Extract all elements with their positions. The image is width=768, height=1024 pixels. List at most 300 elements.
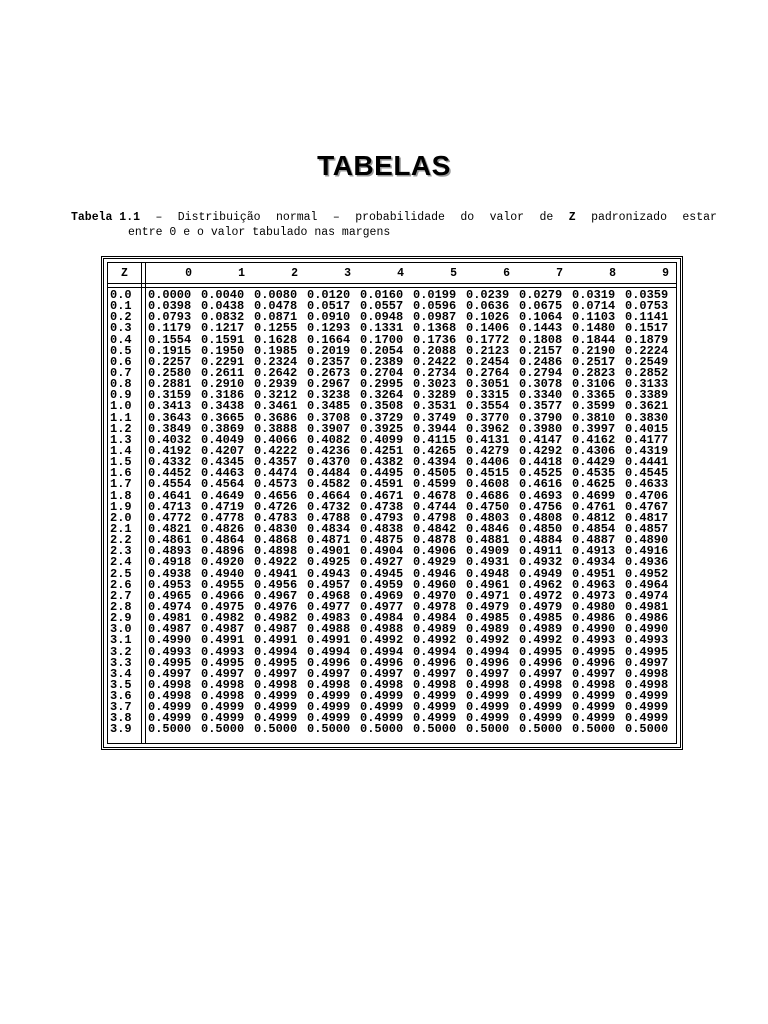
probability-cell: 0.4982 — [254, 611, 298, 626]
probability-cell: 0.0319 — [572, 288, 616, 302]
probability-cell: 0.4484 — [307, 466, 351, 481]
z-value-cell: 0.3 — [110, 321, 132, 336]
probability-cell: 0.4992 — [466, 633, 510, 648]
z-value-cell: 2.3 — [110, 544, 132, 559]
probability-cell: 0.2291 — [201, 354, 245, 369]
probability-cell: 0.4998 — [625, 666, 669, 681]
probability-cell: 0.4817 — [625, 510, 669, 525]
probability-cell: 0.4918 — [148, 555, 192, 570]
probability-cell: 0.4991 — [307, 633, 351, 648]
probability-cell: 0.1331 — [360, 321, 404, 336]
probability-cell: 0.4049 — [201, 432, 245, 447]
probability-cell: 0.4999 — [307, 711, 351, 726]
probability-cell: 0.5000 — [466, 722, 510, 737]
table-caption — [71, 210, 717, 240]
probability-cell: 0.4996 — [466, 655, 510, 670]
probability-cell: 0.4706 — [625, 488, 669, 503]
probability-cell: 0.3159 — [148, 388, 192, 403]
caption-word: probabilidade — [355, 211, 445, 224]
probability-cell: 0.4783 — [254, 510, 298, 525]
probability-cell: 0.3849 — [148, 421, 192, 436]
probability-cell: 0.4656 — [254, 488, 298, 503]
probability-cell: 0.2454 — [466, 354, 510, 369]
probability-cell: 0.3790 — [519, 410, 563, 425]
probability-cell: 0.4406 — [466, 455, 510, 470]
probability-cell: 0.4973 — [572, 588, 616, 603]
probability-cell: 0.4878 — [413, 533, 457, 548]
probability-cell: 0.0948 — [360, 310, 404, 325]
z-value-cell: 3.2 — [110, 644, 132, 659]
probability-cell: 0.4999 — [201, 711, 245, 726]
probability-cell: 0.5000 — [148, 722, 192, 737]
probability-cell: 0.3830 — [625, 410, 669, 425]
probability-cell: 0.4955 — [201, 577, 245, 592]
probability-cell: 0.3907 — [307, 421, 351, 436]
probability-cell: 0.2852 — [625, 365, 669, 380]
probability-cell: 0.1700 — [360, 332, 404, 347]
probability-cell: 0.1985 — [254, 343, 298, 358]
probability-cell: 0.4999 — [466, 700, 510, 715]
probability-cell: 0.4332 — [148, 455, 192, 470]
probability-cell: 0.3729 — [360, 410, 404, 425]
probability-cell: 0.4292 — [519, 443, 563, 458]
probability-cell: 0.0199 — [413, 288, 457, 302]
probability-cell: 0.4345 — [201, 455, 245, 470]
probability-cell: 0.2881 — [148, 377, 192, 392]
probability-cell: 0.4993 — [148, 644, 192, 659]
z-value-cell: 2.4 — [110, 555, 132, 570]
probability-cell: 0.3962 — [466, 421, 510, 436]
probability-cell: 0.4995 — [572, 644, 616, 659]
probability-cell: 0.4974 — [625, 588, 669, 603]
probability-cell: 0.4418 — [519, 455, 563, 470]
probability-cell: 0.4986 — [572, 611, 616, 626]
z-value-cell: 2.8 — [110, 599, 132, 614]
probability-cell: 0.0871 — [254, 310, 298, 325]
probability-cell: 0.0832 — [201, 310, 245, 325]
probability-cell: 0.4834 — [307, 521, 351, 536]
probability-cell: 0.4925 — [307, 555, 351, 570]
z-value-cell: 1.5 — [110, 455, 132, 470]
probability-cell: 0.2611 — [201, 365, 245, 380]
probability-cell: 0.4599 — [413, 477, 457, 492]
probability-cell: 0.4032 — [148, 432, 192, 447]
probability-cell: 0.4812 — [572, 510, 616, 525]
probability-cell: 0.1808 — [519, 332, 563, 347]
probability-cell: 0.4977 — [307, 599, 351, 614]
probability-cell: 0.0636 — [466, 299, 510, 314]
probability-cell: 0.4990 — [572, 622, 616, 637]
probability-cell: 0.4893 — [148, 544, 192, 559]
probability-cell: 0.4998 — [307, 677, 351, 692]
probability-cell: 0.3508 — [360, 399, 404, 414]
probability-cell: 0.2123 — [466, 343, 510, 358]
z-value-cell: 2.7 — [110, 588, 132, 603]
probability-cell: 0.4429 — [572, 455, 616, 470]
probability-cell: 0.4671 — [360, 488, 404, 503]
probability-cell: 0.4999 — [254, 700, 298, 715]
probability-cell: 0.4956 — [254, 577, 298, 592]
probability-cell: 0.4972 — [519, 588, 563, 603]
column-header: 7 — [556, 267, 563, 280]
probability-cell: 0.3389 — [625, 388, 669, 403]
probability-cell: 0.4719 — [201, 499, 245, 514]
probability-cell: 0.4987 — [254, 622, 298, 637]
probability-cell: 0.4941 — [254, 566, 298, 581]
probability-cell: 0.3925 — [360, 421, 404, 436]
probability-cell: 0.4978 — [413, 599, 457, 614]
probability-cell: 0.4983 — [307, 611, 351, 626]
probability-cell: 0.4798 — [413, 510, 457, 525]
probability-cell: 0.4980 — [572, 599, 616, 614]
probability-cell: 0.1026 — [466, 310, 510, 325]
probability-cell: 0.4913 — [572, 544, 616, 559]
z-value-cell: 1.7 — [110, 477, 132, 492]
probability-cell: 0.4998 — [466, 677, 510, 692]
probability-cell: 0.3461 — [254, 399, 298, 414]
probability-cell: 0.3078 — [519, 377, 563, 392]
probability-cell: 0.2357 — [307, 354, 351, 369]
probability-cell: 0.2995 — [360, 377, 404, 392]
probability-cell: 0.1103 — [572, 310, 616, 325]
probability-cell: 0.4099 — [360, 432, 404, 447]
probability-cell: 0.4994 — [360, 644, 404, 659]
z-value-cell: 1.0 — [110, 399, 132, 414]
probability-cell: 0.4997 — [307, 666, 351, 681]
probability-cell: 0.4664 — [307, 488, 351, 503]
probability-cell: 0.4999 — [360, 689, 404, 704]
probability-cell: 0.4772 — [148, 510, 192, 525]
probability-cell: 0.0120 — [307, 288, 351, 302]
z-value-cell: 0.8 — [110, 377, 132, 392]
probability-cell: 0.3686 — [254, 410, 298, 425]
probability-cell: 0.0279 — [519, 288, 563, 302]
probability-cell: 0.4875 — [360, 533, 404, 548]
probability-cell: 0.4974 — [148, 599, 192, 614]
probability-cell: 0.4998 — [413, 677, 457, 692]
probability-cell: 0.5000 — [201, 722, 245, 737]
probability-cell: 0.4115 — [413, 432, 457, 447]
probability-cell: 0.0239 — [466, 288, 510, 302]
probability-cell: 0.4970 — [413, 588, 457, 603]
probability-cell: 0.4726 — [254, 499, 298, 514]
caption-word: normal — [276, 211, 318, 224]
z-value-cell: 3.1 — [110, 633, 132, 648]
probability-cell: 0.4808 — [519, 510, 563, 525]
probability-cell: 0.3749 — [413, 410, 457, 425]
probability-cell: 0.4616 — [519, 477, 563, 492]
z-value-cell: 2.5 — [110, 566, 132, 581]
probability-cell: 0.4732 — [307, 499, 351, 514]
probability-cell: 0.0793 — [148, 310, 192, 325]
probability-cell: 0.4994 — [466, 644, 510, 659]
probability-cell: 0.4082 — [307, 432, 351, 447]
probability-cell: 0.2157 — [519, 343, 563, 358]
probability-cell: 0.4896 — [201, 544, 245, 559]
probability-cell: 0.4949 — [519, 566, 563, 581]
probability-cell: 0.4964 — [625, 577, 669, 592]
probability-cell: 0.4147 — [519, 432, 563, 447]
probability-cell: 0.4996 — [572, 655, 616, 670]
z-value-cell: 0.4 — [110, 332, 132, 347]
caption-word: Distribuição — [177, 211, 261, 224]
caption-line-1 — [71, 210, 717, 225]
z-value-cell: 3.5 — [110, 677, 132, 692]
probability-cell: 0.4846 — [466, 521, 510, 536]
probability-cell: 0.4750 — [466, 499, 510, 514]
column-header: 4 — [397, 267, 404, 280]
probability-cell: 0.4821 — [148, 521, 192, 536]
probability-cell: 0.0987 — [413, 310, 457, 325]
probability-cell: 0.4857 — [625, 521, 669, 536]
probability-cell: 0.4898 — [254, 544, 298, 559]
probability-cell: 0.4854 — [572, 521, 616, 536]
probability-cell: 0.4868 — [254, 533, 298, 548]
probability-cell: 0.4989 — [466, 622, 510, 637]
probability-cell: 0.4996 — [519, 655, 563, 670]
probability-cell: 0.4525 — [519, 466, 563, 481]
probability-cell: 0.3997 — [572, 421, 616, 436]
probability-cell: 0.4997 — [625, 655, 669, 670]
probability-cell: 0.1141 — [625, 310, 669, 325]
probability-cell: 0.4830 — [254, 521, 298, 536]
probability-cell: 0.4641 — [148, 488, 192, 503]
probability-cell: 0.4887 — [572, 533, 616, 548]
probability-cell: 0.4987 — [201, 622, 245, 637]
probability-cell: 0.1879 — [625, 332, 669, 347]
probability-cell: 0.4959 — [360, 577, 404, 592]
probability-cell: 0.4582 — [307, 477, 351, 492]
probability-cell: 0.4998 — [254, 677, 298, 692]
probability-cell: 0.4788 — [307, 510, 351, 525]
table-row — [108, 724, 676, 735]
probability-cell: 0.4999 — [519, 711, 563, 726]
probability-cell: 0.4981 — [148, 611, 192, 626]
probability-cell: 0.4948 — [466, 566, 510, 581]
probability-cell: 0.4998 — [201, 677, 245, 692]
probability-cell: 0.4864 — [201, 533, 245, 548]
probability-cell: 0.1915 — [148, 343, 192, 358]
probability-cell: 0.4975 — [201, 599, 245, 614]
probability-cell: 0.4929 — [413, 555, 457, 570]
probability-cell: 0.2642 — [254, 365, 298, 380]
probability-cell: 0.1554 — [148, 332, 192, 347]
probability-cell: 0.4998 — [148, 677, 192, 692]
probability-cell: 0.2224 — [625, 343, 669, 358]
probability-cell: 0.4251 — [360, 443, 404, 458]
probability-cell: 0.4996 — [307, 655, 351, 670]
probability-cell: 0.4357 — [254, 455, 298, 470]
probability-cell: 0.4909 — [466, 544, 510, 559]
probability-cell: 0.4996 — [413, 655, 457, 670]
probability-cell: 0.4236 — [307, 443, 351, 458]
z-value-cell: 3.0 — [110, 622, 132, 637]
probability-cell: 0.3264 — [360, 388, 404, 403]
probability-cell: 0.4998 — [148, 689, 192, 704]
probability-cell: 0.4994 — [307, 644, 351, 659]
probability-cell: 0.4999 — [413, 700, 457, 715]
probability-cell: 0.4222 — [254, 443, 298, 458]
probability-cell: 0.4999 — [466, 689, 510, 704]
probability-cell: 0.2764 — [466, 365, 510, 380]
probability-cell: 0.4545 — [625, 466, 669, 481]
probability-cell: 0.4977 — [360, 599, 404, 614]
probability-cell: 0.4066 — [254, 432, 298, 447]
probability-cell: 0.3621 — [625, 399, 669, 414]
z-value-cell: 1.9 — [110, 499, 132, 514]
probability-cell: 0.3315 — [466, 388, 510, 403]
probability-cell: 0.1217 — [201, 321, 245, 336]
z-value-cell: 1.1 — [110, 410, 132, 425]
z-value-cell: 1.6 — [110, 466, 132, 481]
probability-cell: 0.4976 — [254, 599, 298, 614]
probability-cell: 0.4963 — [572, 577, 616, 592]
z-value-cell: 3.7 — [110, 700, 132, 715]
probability-cell: 0.4989 — [519, 622, 563, 637]
probability-cell: 0.4495 — [360, 466, 404, 481]
probability-cell: 0.4319 — [625, 443, 669, 458]
probability-cell: 0.4998 — [625, 677, 669, 692]
z-value-cell: 2.2 — [110, 533, 132, 548]
probability-cell: 0.4997 — [572, 666, 616, 681]
probability-cell: 0.4686 — [466, 488, 510, 503]
probability-cell: 0.4952 — [625, 566, 669, 581]
probability-cell: 0.1591 — [201, 332, 245, 347]
probability-cell: 0.4999 — [254, 711, 298, 726]
probability-cell: 0.4265 — [413, 443, 457, 458]
caption-word: – — [332, 211, 340, 224]
probability-cell: 0.4441 — [625, 455, 669, 470]
probability-cell: 0.4965 — [148, 588, 192, 603]
probability-cell: 0.3238 — [307, 388, 351, 403]
probability-cell: 0.3413 — [148, 399, 192, 414]
probability-cell: 0.3643 — [148, 410, 192, 425]
probability-cell: 0.4842 — [413, 521, 457, 536]
probability-cell: 0.4992 — [360, 633, 404, 648]
probability-cell: 0.2967 — [307, 377, 351, 392]
probability-cell: 0.4969 — [360, 588, 404, 603]
z-value-cell: 2.1 — [110, 521, 132, 536]
probability-cell: 0.4995 — [201, 655, 245, 670]
probability-cell: 0.4999 — [413, 689, 457, 704]
probability-cell: 0.4999 — [466, 711, 510, 726]
probability-cell: 0.4901 — [307, 544, 351, 559]
probability-cell: 0.4761 — [572, 499, 616, 514]
probability-cell: 0.2324 — [254, 354, 298, 369]
probability-cell: 0.4306 — [572, 443, 616, 458]
z-value-cell: 3.9 — [110, 722, 132, 737]
probability-cell: 0.4996 — [360, 655, 404, 670]
probability-cell: 0.2422 — [413, 354, 457, 369]
probability-cell: 0.2486 — [519, 354, 563, 369]
probability-cell: 0.0000 — [148, 288, 192, 302]
probability-cell: 0.3770 — [466, 410, 510, 425]
probability-cell: 0.4986 — [625, 611, 669, 626]
probability-cell: 0.5000 — [307, 722, 351, 737]
table-inner-frame — [107, 262, 677, 744]
probability-cell: 0.4992 — [519, 633, 563, 648]
z-value-cell: 1.4 — [110, 443, 132, 458]
probability-cell: 0.4988 — [360, 622, 404, 637]
probability-cell: 0.4999 — [519, 700, 563, 715]
probability-cell: 0.4984 — [413, 611, 457, 626]
z-value-cell: 0.5 — [110, 343, 132, 358]
probability-cell: 0.4934 — [572, 555, 616, 570]
probability-cell: 0.4999 — [572, 689, 616, 704]
probability-cell: 0.4649 — [201, 488, 245, 503]
probability-cell: 0.4573 — [254, 477, 298, 492]
probability-cell: 0.4971 — [466, 588, 510, 603]
probability-cell: 0.4881 — [466, 533, 510, 548]
probability-cell: 0.4993 — [572, 633, 616, 648]
column-header: 1 — [238, 267, 245, 280]
probability-cell: 0.4962 — [519, 577, 563, 592]
column-header: 0 — [185, 267, 192, 280]
z-value-cell: 3.6 — [110, 689, 132, 704]
probability-cell: 0.4999 — [413, 711, 457, 726]
probability-cell: 0.4015 — [625, 421, 669, 436]
probability-cell: 0.3554 — [466, 399, 510, 414]
probability-cell: 0.4966 — [201, 588, 245, 603]
probability-cell: 0.4999 — [360, 711, 404, 726]
column-header: 3 — [344, 267, 351, 280]
probability-cell: 0.1772 — [466, 332, 510, 347]
probability-cell: 0.4995 — [625, 644, 669, 659]
probability-cell: 0.4633 — [625, 477, 669, 492]
probability-cell: 0.0910 — [307, 310, 351, 325]
probability-cell: 0.4515 — [466, 466, 510, 481]
probability-cell: 0.4871 — [307, 533, 351, 548]
z-value-cell: 0.2 — [110, 310, 132, 325]
probability-cell: 0.0160 — [360, 288, 404, 302]
probability-cell: 0.0596 — [413, 299, 457, 314]
probability-cell: 0.4991 — [254, 633, 298, 648]
probability-cell: 0.0557 — [360, 299, 404, 314]
probability-cell: 0.3980 — [519, 421, 563, 436]
z-value-cell: 0.0 — [110, 288, 132, 302]
probability-cell: 0.4382 — [360, 455, 404, 470]
probability-cell: 0.0040 — [201, 288, 245, 302]
probability-cell: 0.3485 — [307, 399, 351, 414]
probability-cell: 0.4997 — [413, 666, 457, 681]
probability-cell: 0.4927 — [360, 555, 404, 570]
probability-cell: 0.4981 — [625, 599, 669, 614]
probability-cell: 0.2257 — [148, 354, 192, 369]
probability-cell: 0.4162 — [572, 432, 616, 447]
probability-cell: 0.1950 — [201, 343, 245, 358]
probability-cell: 0.1664 — [307, 332, 351, 347]
caption-z-symbol: Z — [568, 211, 576, 224]
probability-cell: 0.4890 — [625, 533, 669, 548]
probability-cell: 0.4999 — [307, 689, 351, 704]
probability-cell: 0.2704 — [360, 365, 404, 380]
probability-cell: 0.4838 — [360, 521, 404, 536]
probability-cell: 0.4177 — [625, 432, 669, 447]
probability-cell: 0.1443 — [519, 321, 563, 336]
probability-cell: 0.4957 — [307, 577, 351, 592]
probability-cell: 0.3023 — [413, 377, 457, 392]
probability-cell: 0.4979 — [519, 599, 563, 614]
probability-cell: 0.4995 — [254, 655, 298, 670]
probability-cell: 0.2734 — [413, 365, 457, 380]
probability-cell: 0.0398 — [148, 299, 192, 314]
probability-cell: 0.4997 — [254, 666, 298, 681]
probability-cell: 0.4699 — [572, 488, 616, 503]
probability-cell: 0.4693 — [519, 488, 563, 503]
probability-cell: 0.4803 — [466, 510, 510, 525]
probability-cell: 0.4904 — [360, 544, 404, 559]
probability-cell: 0.3708 — [307, 410, 351, 425]
